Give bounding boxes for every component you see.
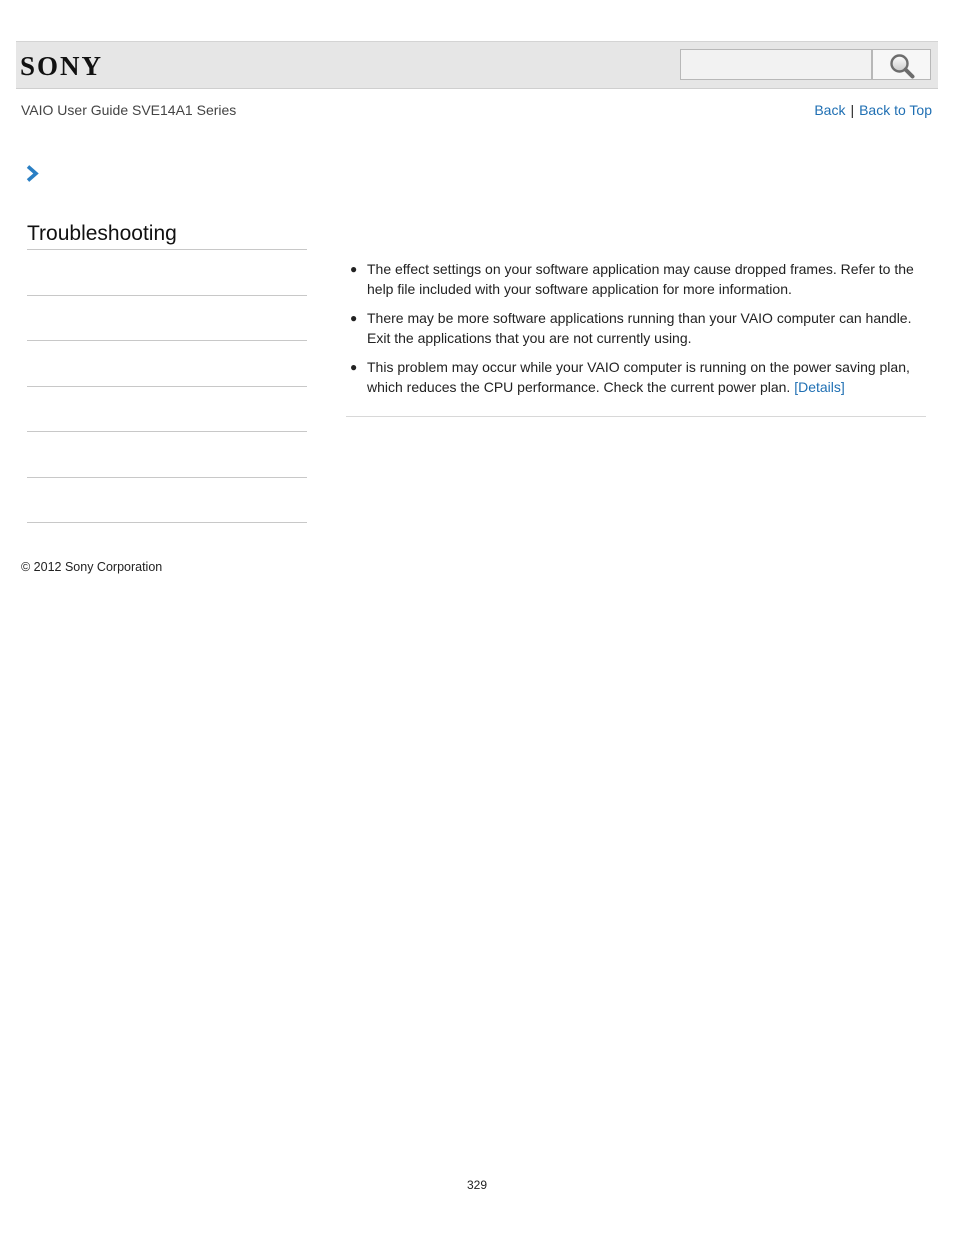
sidebar-title: Troubleshooting (27, 222, 177, 245)
nav-separator: | (850, 102, 855, 118)
guide-title: VAIO User Guide SVE14A1 Series (21, 102, 237, 118)
list-item (347, 259, 926, 299)
back-to-top-link[interactable]: Back to Top (859, 102, 932, 118)
bullet-icon: ● (350, 360, 358, 374)
list-item-text: This problem may occur while your VAIO computer is running on the power saving plan, which reduces the CPU performance. Check the current power plan. (367, 359, 910, 395)
list-item-text: There may be more software applications running than your VAIO computer can handle. Exit the applications that you are not currently using. (367, 310, 912, 346)
sidebar-divider (27, 340, 307, 341)
sidebar-divider (27, 477, 307, 478)
sidebar-divider (27, 386, 307, 387)
list-item-text: The effect settings on your software application may cause dropped frames. Refer to the help file included with your software application for more information. (367, 261, 914, 297)
magnifier-icon (889, 53, 915, 79)
sidebar-divider (27, 522, 307, 523)
site-header (16, 41, 938, 89)
troubleshooting-list (347, 259, 926, 397)
search-input[interactable] (680, 49, 872, 80)
top-navigation (814, 102, 932, 118)
main-content (347, 259, 926, 406)
page-number: 329 (466, 1178, 488, 1192)
chevron-right-icon (26, 165, 40, 182)
list-item (347, 357, 926, 397)
search-button[interactable] (872, 49, 931, 80)
copyright: © 2012 Sony Corporation (21, 560, 163, 574)
sidebar-divider (27, 295, 307, 296)
breadcrumb[interactable] (26, 165, 40, 187)
bullet-icon: ● (350, 311, 358, 325)
bullet-icon: ● (350, 262, 358, 276)
back-link[interactable]: Back (814, 102, 846, 118)
sony-logo[interactable]: SONY (20, 51, 104, 81)
details-link[interactable]: [Details] (794, 379, 845, 395)
content-divider (346, 416, 926, 417)
sidebar-divider (27, 431, 307, 432)
sidebar-divider (27, 249, 307, 250)
list-item (347, 308, 926, 348)
